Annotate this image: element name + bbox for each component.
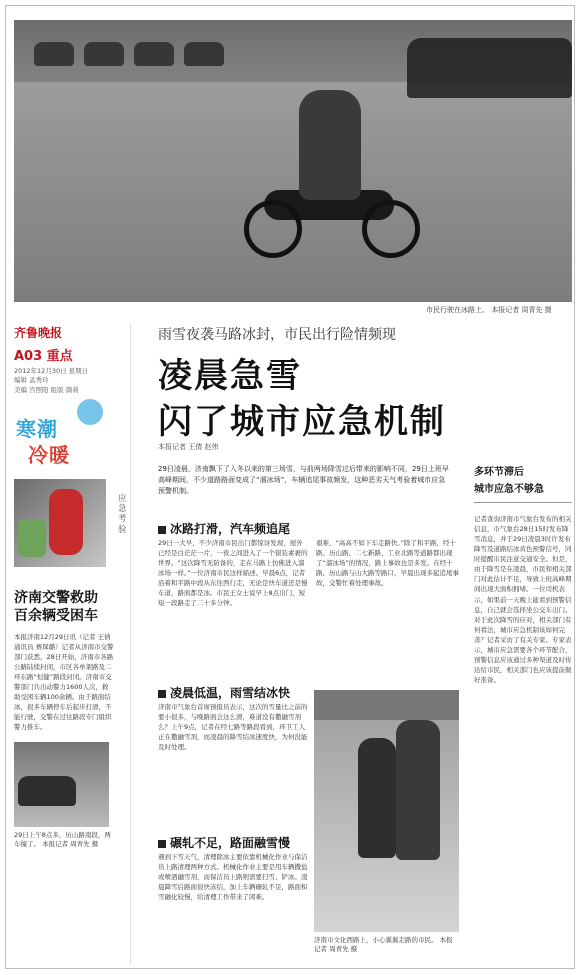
top-photo-caption: 市民行驶在冰路上。 本报记者 周青先 摄 [426,306,552,314]
parked-cars [34,30,224,75]
newspaper-logo: 齐鲁晚报 [14,326,63,340]
section-3-body: 遇到下雪天气，清理除冰主要依靠机械化作业与保洁员上路清理两种方式。机械化作业主要是用车辆撒盐或喷洒融雪剂，而保洁员上路则需要扫雪、铲冰。凌晨降雪后路面很快冻结，加上车辆碾轧不足，路面积雪融化较慢，给清理工作带来了困难。 [158,853,308,902]
vendor-figure [49,489,83,555]
left-column [14,324,114,969]
front-wheel [244,200,302,258]
newspaper-page [5,5,575,969]
banner-line-2: 冷暖 [28,443,70,468]
section-2-heading: 凌晨低温，雨雪结冰快 [158,684,290,701]
article-byline: 本报记者 王倩 赵伟 [158,443,219,451]
section-1-continued: 艰难，“高高不如下车走路快。”除了和平路，经十路、历山路、二七新路、工业北路等道路都出现了“溜冰场”的情况，路上事故也是多发。在经十路、历山路与山大路等路口，早晨出现多起追尾事故，交警忙着处理事故。 [316,539,459,588]
snowflake-icon [77,399,103,425]
crashed-car [18,776,76,806]
article-title-line-2: 闪了城市应急机制 [158,402,446,442]
side-photo [14,742,109,827]
suv [407,38,572,98]
car [134,42,174,66]
rear-wheel [362,200,420,258]
issue-date: 2012年12月30日 星期日 [14,367,89,375]
banner-photo [14,479,106,567]
snow-street-photo [14,20,572,302]
side-headline [14,589,114,625]
car [34,42,74,66]
building-background [314,690,459,720]
article-lead: 29日凌晨，济南飘下了入冬以来的第三场雪，与前两场降雪过后带来的影响不同，29日上班早高峰期间，不少道路路面变成了“溜冰场”，车辆追尾事故频发，这种恶劣天气考验着城市应急预警机制。 [158,465,449,495]
article-subtitle: 雨雪夜袭马路冰封，市民出行险情频现 [158,327,396,343]
sidebar-body: 记者查询济南市气象台发布的相关信息，市气象台28日15时发布降雪消息，并于29日凌晨3时许发布降雪及道路结冰黄色预警信号，同时提醒市民注意交通安全。但是，由于降雪是在凌晨，市民和相关部门对此估计不足，导致上班高峰期间出现大面积拥堵。一位司机表示，如果前一天晚上能看到预警信息，自己就会选择坐公交车出门。对于此次降雪的应对，相关部门有何看法，城市应急机制该如何完善？记者采访了有关专家。专家表示，城市应急需要各个环节配合，预警信息应该通过多种渠道及时传达给市民，相关部门也应该提前做好准备。 [474,515,572,684]
vegetables [18,519,46,557]
side-photo-caption: 29日上午8点多，历山路南段，两车撞了。 本报记者 周青先 摄 [14,831,111,849]
rider-figure [299,90,361,200]
side-headline-line-2: 百余辆受困车 [14,608,98,625]
section-3-heading: 碾轧不足，路面融雪慢 [158,834,290,851]
column-divider [130,324,131,964]
scooter-rider [244,90,419,270]
article-title-line-1: 凌晨急雪 [158,356,302,396]
sidebar-title [474,464,574,498]
car [84,42,124,66]
side-article-body: 本报济南12月29日讯（记者 王倩 通讯员 赛琛璐）记者从济南市交警部门获悉，28日开始，济南市各路公路陆续封闭，市区各单架路及二环东路“恒健”路段封闭。济南市交警部门共出动警力1600人次，救助受困车辆100余辆。由于路面结冰，很多车辆停车后起步打滑，不能行驶，交警在过往路段专门组织警力推车。 [14,632,114,732]
page-section: A03 重点 [14,349,73,364]
design-line: 美编 宫照阳 组版 颜莉 [14,385,79,394]
editor-line: 编辑 孟秀玲 [14,376,49,385]
pedestrian [358,738,396,858]
sidebar-title-line-2: 城市应急不够急 [474,484,544,495]
vertical-column-tag: 应急考验 [118,494,127,535]
banner-line-1: 寒潮 [16,417,58,442]
pedestrians-photo [314,690,459,932]
pedestrians-photo-caption: 济南市文化西路上，小心翼翼走路的市民。 本报记者 周青先 摄 [314,936,453,954]
car [184,42,224,66]
sidebar-rule [474,502,572,503]
section-2-body: 济南市气象台首席预报员表示，这次的雪量比之前的要小很多，与晚路面会这么滑，难道没有撒融雪剂么？上午9点，记者在经七路等路段看到，环卫工人正在撒融雪剂，而凌晨的降雪结冰速度快，为何没能及时处理。 [158,703,308,752]
side-headline-line-1: 济南交警救助 [14,590,98,607]
column-banner [14,409,109,469]
sidebar-title-line-1: 多环节滞后 [474,467,524,478]
section-1-heading: 冰路打滑，汽车频追尾 [158,520,290,537]
page-meta [14,367,114,395]
pedestrian [396,720,440,860]
section-1-body: 29日一大早，不少济南市民出门都惊讶发现，屋外已经是白茫茫一片，一夜之间进入了一个银装素裹的世界。“这次降雪无防备的，走在马路上仿佛进入溜冰场一样。”一位济南市民这样描述。早晨6点，记者沿着和平路中段从东往西行走，无论是快车道还是慢车道，路面都是冰。市民王女士说早上8点出门，短短一段路走了二十多分钟。 [158,539,308,608]
